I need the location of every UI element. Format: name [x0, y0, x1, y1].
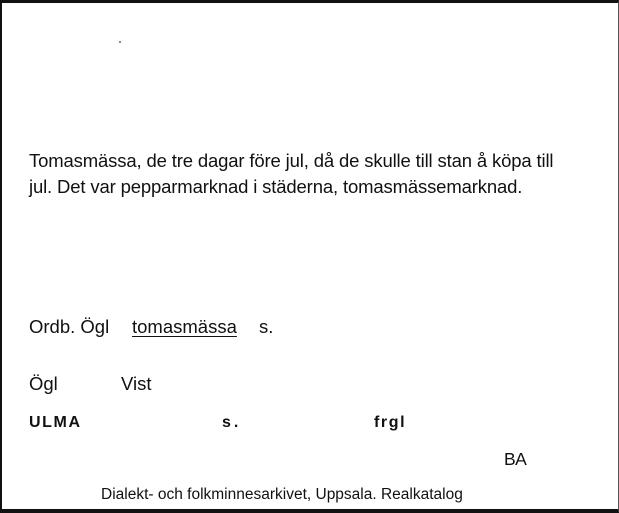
- parish-label: Ögl: [29, 373, 58, 394]
- ordbok-row: [29, 316, 274, 338]
- ordbok-label: Ordb. Ögl: [29, 316, 110, 337]
- ulma-part-of-speech: s.: [222, 414, 242, 431]
- body-line: jul. Det var pepparmarknad i städerna, tomasmässemarknad.: [29, 176, 523, 197]
- lemma-headword: tomasmässa: [132, 316, 237, 337]
- archive-footer: Dialekt- och folkminnesarkivet, Uppsala. Realkatalog: [101, 486, 463, 503]
- paper-speck: [119, 41, 121, 43]
- ulma-category: frgl: [374, 414, 407, 431]
- location-row: [29, 373, 152, 395]
- body-line: Tomasmässa, de tre dagar före jul, då de skulle till stan å köpa till: [29, 150, 554, 171]
- recorder-initials: BA: [504, 449, 527, 469]
- card-body-text: [29, 148, 604, 200]
- part-of-speech: s.: [259, 316, 274, 337]
- place-name: Vist: [121, 373, 152, 394]
- ulma-code: ULMA: [29, 414, 82, 431]
